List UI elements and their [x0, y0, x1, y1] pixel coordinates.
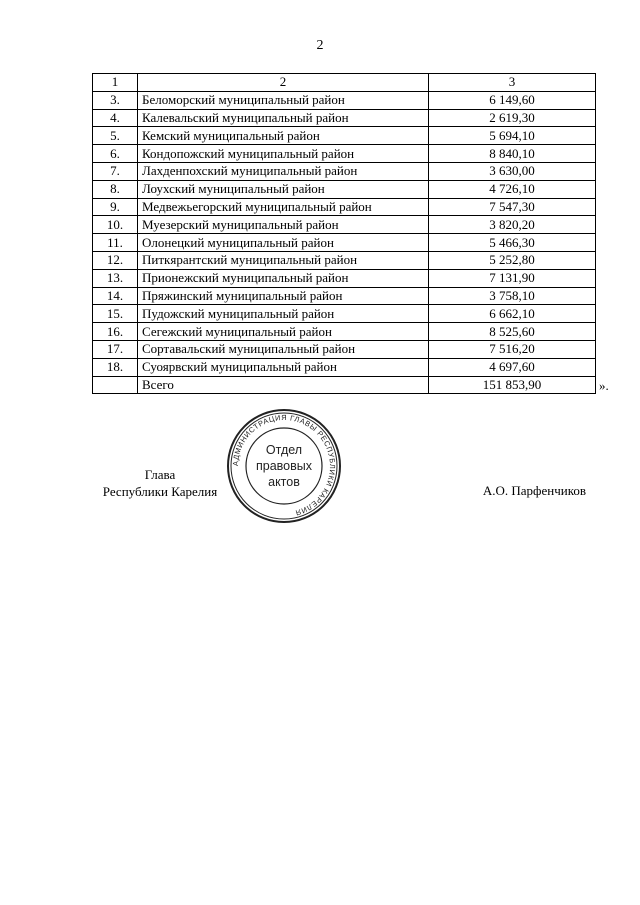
row-amount-cell: 8 525,60	[429, 323, 596, 341]
closing-quote: ».	[599, 378, 609, 393]
stamp-center-line2: правовых	[256, 459, 312, 473]
stamp-center-line1: Отдел	[265, 443, 303, 457]
stamp-ring-text: АДМИНИСТРАЦИЯ ГЛАВЫ РЕСПУБЛИКИ КАРЕЛИЯ	[230, 412, 338, 518]
row-number-cell: 12.	[93, 251, 138, 269]
stamp-center-line3: актов	[268, 475, 300, 489]
row-number-cell: 7.	[93, 162, 138, 180]
row-amount-cell: 8 840,10	[429, 145, 596, 163]
row-name-cell: Пудожский муниципальный район	[138, 305, 429, 323]
row-amount-cell: 6 149,60	[429, 91, 596, 109]
table-row	[93, 287, 596, 305]
signer-title-line1: Глава	[144, 467, 176, 482]
row-name-cell: Лоухский муниципальный район	[138, 180, 429, 198]
row-amount-cell: 7 516,20	[429, 340, 596, 358]
row-name-cell: Питкярантский муниципальный район	[138, 251, 429, 269]
row-number-cell	[93, 376, 138, 394]
row-name-cell: Пряжинский муниципальный район	[138, 287, 429, 305]
header-cell-3: 3	[429, 74, 596, 92]
table-row	[93, 216, 596, 234]
table-row	[93, 109, 596, 127]
table-row	[93, 91, 596, 109]
row-name-cell: Сортавальский муниципальный район	[138, 340, 429, 358]
row-amount-cell: 2 619,30	[429, 109, 596, 127]
row-number-cell: 11.	[93, 234, 138, 252]
row-number-cell: 15.	[93, 305, 138, 323]
row-number-cell: 10.	[93, 216, 138, 234]
row-number-cell: 14.	[93, 287, 138, 305]
table-row	[93, 198, 596, 216]
table-row	[93, 358, 596, 376]
allocation-table	[92, 73, 596, 394]
table-row	[93, 127, 596, 145]
header-cell-1: 1	[93, 74, 138, 92]
table-row	[93, 162, 596, 180]
row-name-cell: Кондопожский муниципальный район	[138, 145, 429, 163]
row-amount-cell: 5 694,10	[429, 127, 596, 145]
row-name-cell: Беломорский муниципальный район	[138, 91, 429, 109]
row-name-cell: Калевальский муниципальный район	[138, 109, 429, 127]
row-name-cell: Лахденпохский муниципальный район	[138, 162, 429, 180]
row-amount-cell: 4 697,60	[429, 358, 596, 376]
row-number-cell: 16.	[93, 323, 138, 341]
table-row	[93, 305, 596, 323]
row-amount-cell: 3 820,20	[429, 216, 596, 234]
row-name-cell: Суоярвский муниципальный район	[138, 358, 429, 376]
row-number-cell: 18.	[93, 358, 138, 376]
row-number-cell: 13.	[93, 269, 138, 287]
row-name-cell: Всего	[138, 376, 429, 394]
header-cell-2: 2	[138, 74, 429, 92]
row-number-cell: 4.	[93, 109, 138, 127]
row-amount-cell: 3 630,00	[429, 162, 596, 180]
row-amount-cell: 5 466,30	[429, 234, 596, 252]
table-row	[93, 234, 596, 252]
official-stamp	[226, 408, 342, 524]
signer-name: А.О. Парфенчиков	[482, 483, 586, 498]
table-row	[93, 340, 596, 358]
row-amount-cell: 3 758,10	[429, 287, 596, 305]
row-amount-cell: 4 726,10	[429, 180, 596, 198]
row-number-cell: 3.	[93, 91, 138, 109]
page-number: 2	[316, 38, 324, 53]
row-amount-cell: 5 252,80	[429, 251, 596, 269]
row-amount-cell: 7 131,90	[429, 269, 596, 287]
table-row	[93, 269, 596, 287]
row-number-cell: 6.	[93, 145, 138, 163]
table-total-row	[93, 376, 596, 394]
row-name-cell: Медвежьегорский муниципальный район	[138, 198, 429, 216]
row-amount-cell: 151 853,90	[429, 376, 596, 394]
signer-title	[92, 466, 228, 500]
table-row	[93, 251, 596, 269]
row-number-cell: 8.	[93, 180, 138, 198]
table-row	[93, 180, 596, 198]
row-number-cell: 9.	[93, 198, 138, 216]
row-number-cell: 17.	[93, 340, 138, 358]
table-row	[93, 323, 596, 341]
table-row	[93, 145, 596, 163]
row-name-cell: Муезерский муниципальный район	[138, 216, 429, 234]
row-amount-cell: 6 662,10	[429, 305, 596, 323]
row-number-cell: 5.	[93, 127, 138, 145]
row-amount-cell: 7 547,30	[429, 198, 596, 216]
row-name-cell: Кемский муниципальный район	[138, 127, 429, 145]
row-name-cell: Олонецкий муниципальный район	[138, 234, 429, 252]
table-header-row	[93, 74, 596, 92]
row-name-cell: Прионежский муниципальный район	[138, 269, 429, 287]
signer-title-line2: Республики Карелия	[102, 484, 218, 499]
row-name-cell: Сегежский муниципальный район	[138, 323, 429, 341]
